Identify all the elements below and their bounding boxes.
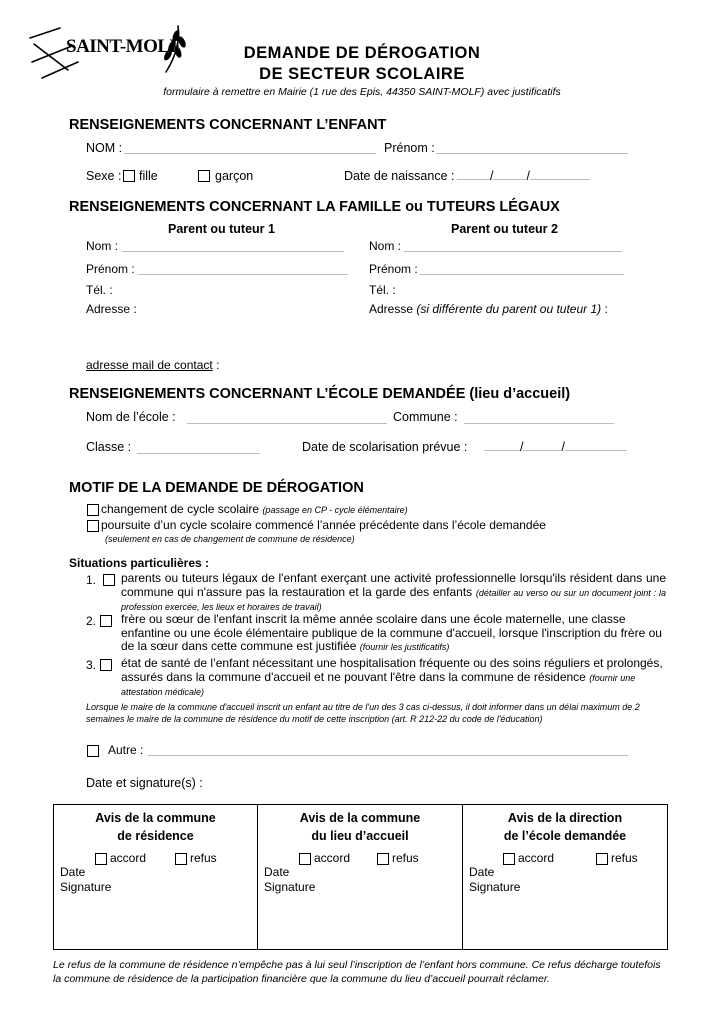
nom-ecole-label: Nom de l’école :	[86, 410, 176, 424]
garcon-checkbox[interactable]	[198, 170, 210, 182]
avis2-accord-label: accord	[314, 851, 351, 865]
situation2-text: frère ou sœur de l'enfant inscrit la même année scolaire dans une école maternelle, une classe enfantine ou une école élémentaire publique de la commune d'accueil, lorsque l'inscription du frère ou de la sœur dans cette commune est justifiée (fournir les justificatifs)	[121, 612, 662, 653]
parent1-adresse-label: Adresse :	[86, 302, 137, 316]
situation3-text: état de santé de l’enfant nécessitant une hospitalisation fréquente ou des soins réguliers et prolongés, assurés dans la commune d'accueil et ne pouvant l'être dans la commune de résidence (fournir une attestation médicale)	[121, 656, 663, 697]
avis1-accord-checkbox[interactable]	[95, 853, 107, 865]
date-scolarisation-field[interactable]: / /	[484, 440, 627, 454]
form-subtitle: formulaire à remettre en Mairie (1 rue des Epis, 44350 SAINT-MOLF) avec justificatifs	[163, 86, 561, 98]
footer-note: Le refus de la commune de résidence n’empêche pas à lui seul l’inscription de l’enfant hors commune. Ce refus décharge toutefois la commune de résidence de la participation financière que la commune du lieu d’accueil pourrait réclamer.	[53, 959, 661, 985]
avis2-refus-label: refus	[392, 851, 419, 865]
fille-checkbox[interactable]	[123, 170, 135, 182]
fille-label: fille	[139, 169, 158, 183]
sexe-label: Sexe :	[86, 169, 122, 183]
parent1-prenom-field[interactable]	[138, 262, 348, 275]
legal-note: Lorsque le maire de la commune d'accueil inscrit un enfant au titre de l'un des 3 cas ci-dessus, il doit informer dans un délai maximum de 2 semaines le maire de la commune de résidence du motif de cette inscription (art. R 212-22 du code de l'éducation)	[86, 702, 640, 724]
avis3-accord-checkbox[interactable]	[503, 853, 515, 865]
parent2-nom-field[interactable]	[404, 239, 622, 252]
nom-ecole-field[interactable]	[187, 410, 387, 424]
section-heading-motif: MOTIF DE LA DEMANDE DE DÉROGATION	[69, 480, 364, 496]
section-heading-famille: RENSEIGNEMENTS CONCERNANT LA FAMILLE ou TUTEURS LÉGAUX	[69, 199, 560, 215]
classe-field[interactable]	[137, 440, 260, 454]
section-heading-enfant: RENSEIGNEMENTS CONCERNANT L’ENFANT	[69, 117, 387, 133]
logo-text: SAINT-MOLF	[66, 36, 181, 57]
avis1-refus-checkbox[interactable]	[175, 853, 187, 865]
avis3-signature-label: Signature	[469, 880, 521, 894]
avis2-refus-checkbox[interactable]	[377, 853, 389, 865]
situation2-checkbox[interactable]	[100, 615, 112, 627]
avis3-accord-label: accord	[518, 851, 555, 865]
parent2-prenom-label: Prénom :	[369, 262, 418, 276]
parent1-tel-label: Tél. :	[86, 283, 113, 297]
date-scolarisation-label: Date de scolarisation prévue :	[302, 440, 468, 454]
nom-field[interactable]	[124, 141, 376, 154]
garcon-label: garçon	[215, 169, 254, 183]
section-heading-ecole: RENSEIGNEMENTS CONCERNANT L’ÉCOLE DEMANDÉE (lieu d’accueil)	[69, 386, 571, 402]
autre-label: Autre :	[108, 743, 144, 757]
avis1-accord-label: accord	[110, 851, 147, 865]
parent1-nom-field[interactable]	[122, 239, 344, 252]
prenom-field[interactable]	[436, 141, 628, 154]
date-naissance-field[interactable]: / /	[457, 169, 590, 183]
situation1-number: 1.	[86, 573, 97, 587]
parent2-prenom-field[interactable]	[420, 262, 624, 275]
avis3-refus-label: refus	[611, 851, 638, 865]
poursuite-cycle-label: poursuite d’un cycle scolaire commencé l’année précédente dans l’école demandée	[101, 518, 546, 532]
situation3-number: 3.	[86, 658, 97, 672]
parent2-title: Parent ou tuteur 2	[451, 222, 558, 236]
prenom-label: Prénom :	[384, 141, 435, 155]
classe-label: Classe :	[86, 440, 132, 454]
avis1-refus-label: refus	[190, 851, 217, 865]
avis-direction-ecole: Avis de la direction de l’école demandée accord refus Date Signature	[469, 811, 638, 894]
situations-heading: Situations particulières :	[69, 556, 210, 570]
commune-label: Commune :	[393, 410, 458, 424]
commune-field[interactable]	[464, 410, 614, 424]
avis2-signature-label: Signature	[264, 880, 316, 894]
autre-field[interactable]	[148, 743, 628, 756]
avis2-date-label: Date	[264, 865, 290, 879]
avis-commune-residence: Avis de la commune de résidence accord refus Date Signature	[54, 805, 258, 949]
nom-label: NOM :	[86, 141, 123, 155]
date-naissance-label: Date de naissance :	[344, 169, 455, 183]
situation2-number: 2.	[86, 614, 97, 628]
poursuite-cycle-checkbox[interactable]	[87, 520, 99, 532]
date-signature-label: Date et signature(s) :	[86, 776, 203, 790]
changement-cycle-checkbox[interactable]	[87, 504, 99, 516]
changement-cycle-label: changement de cycle scolaire (passage en CP - cycle élémentaire)	[101, 502, 408, 516]
avis1-date-label: Date	[60, 865, 86, 879]
form-title-line1: DEMANDE DE DÉROGATION	[243, 44, 481, 62]
parent2-tel-label: Tél. :	[369, 283, 396, 297]
form-title-line2: DE SECTEUR SCOLAIRE	[259, 65, 465, 83]
situation3-checkbox[interactable]	[100, 659, 112, 671]
avis-commune-accueil: Avis de la commune du lieu d’accueil accord refus Date Signature	[258, 805, 463, 949]
parent1-prenom-label: Prénom :	[86, 262, 135, 276]
parent2-adresse-label: Adresse (si différente du parent ou tuteur 1) :	[369, 302, 608, 316]
avis3-date-label: Date	[469, 865, 495, 879]
parent1-nom-label: Nom :	[86, 239, 119, 253]
avis-table	[53, 804, 668, 950]
parent1-title: Parent ou tuteur 1	[168, 222, 275, 236]
situation1-checkbox[interactable]	[103, 574, 115, 586]
situation1-text: parents ou tuteurs légaux de l'enfant exerçant une activité professionnelle lorsqu'ils résident dans une commune qui n'assure pas la restauration et la garde des enfants (détailler au verso ou sur un document joint : la profession exercée, les lieux et horaires de travail)	[121, 571, 666, 612]
avis3-refus-checkbox[interactable]	[596, 853, 608, 865]
poursuite-cycle-note: (seulement en cas de changement de commune de résidence)	[105, 534, 355, 544]
autre-checkbox[interactable]	[87, 745, 99, 757]
email-label: adresse mail de contact :	[86, 358, 220, 372]
parent2-nom-label: Nom :	[369, 239, 402, 253]
avis1-signature-label: Signature	[60, 880, 112, 894]
avis2-accord-checkbox[interactable]	[299, 853, 311, 865]
